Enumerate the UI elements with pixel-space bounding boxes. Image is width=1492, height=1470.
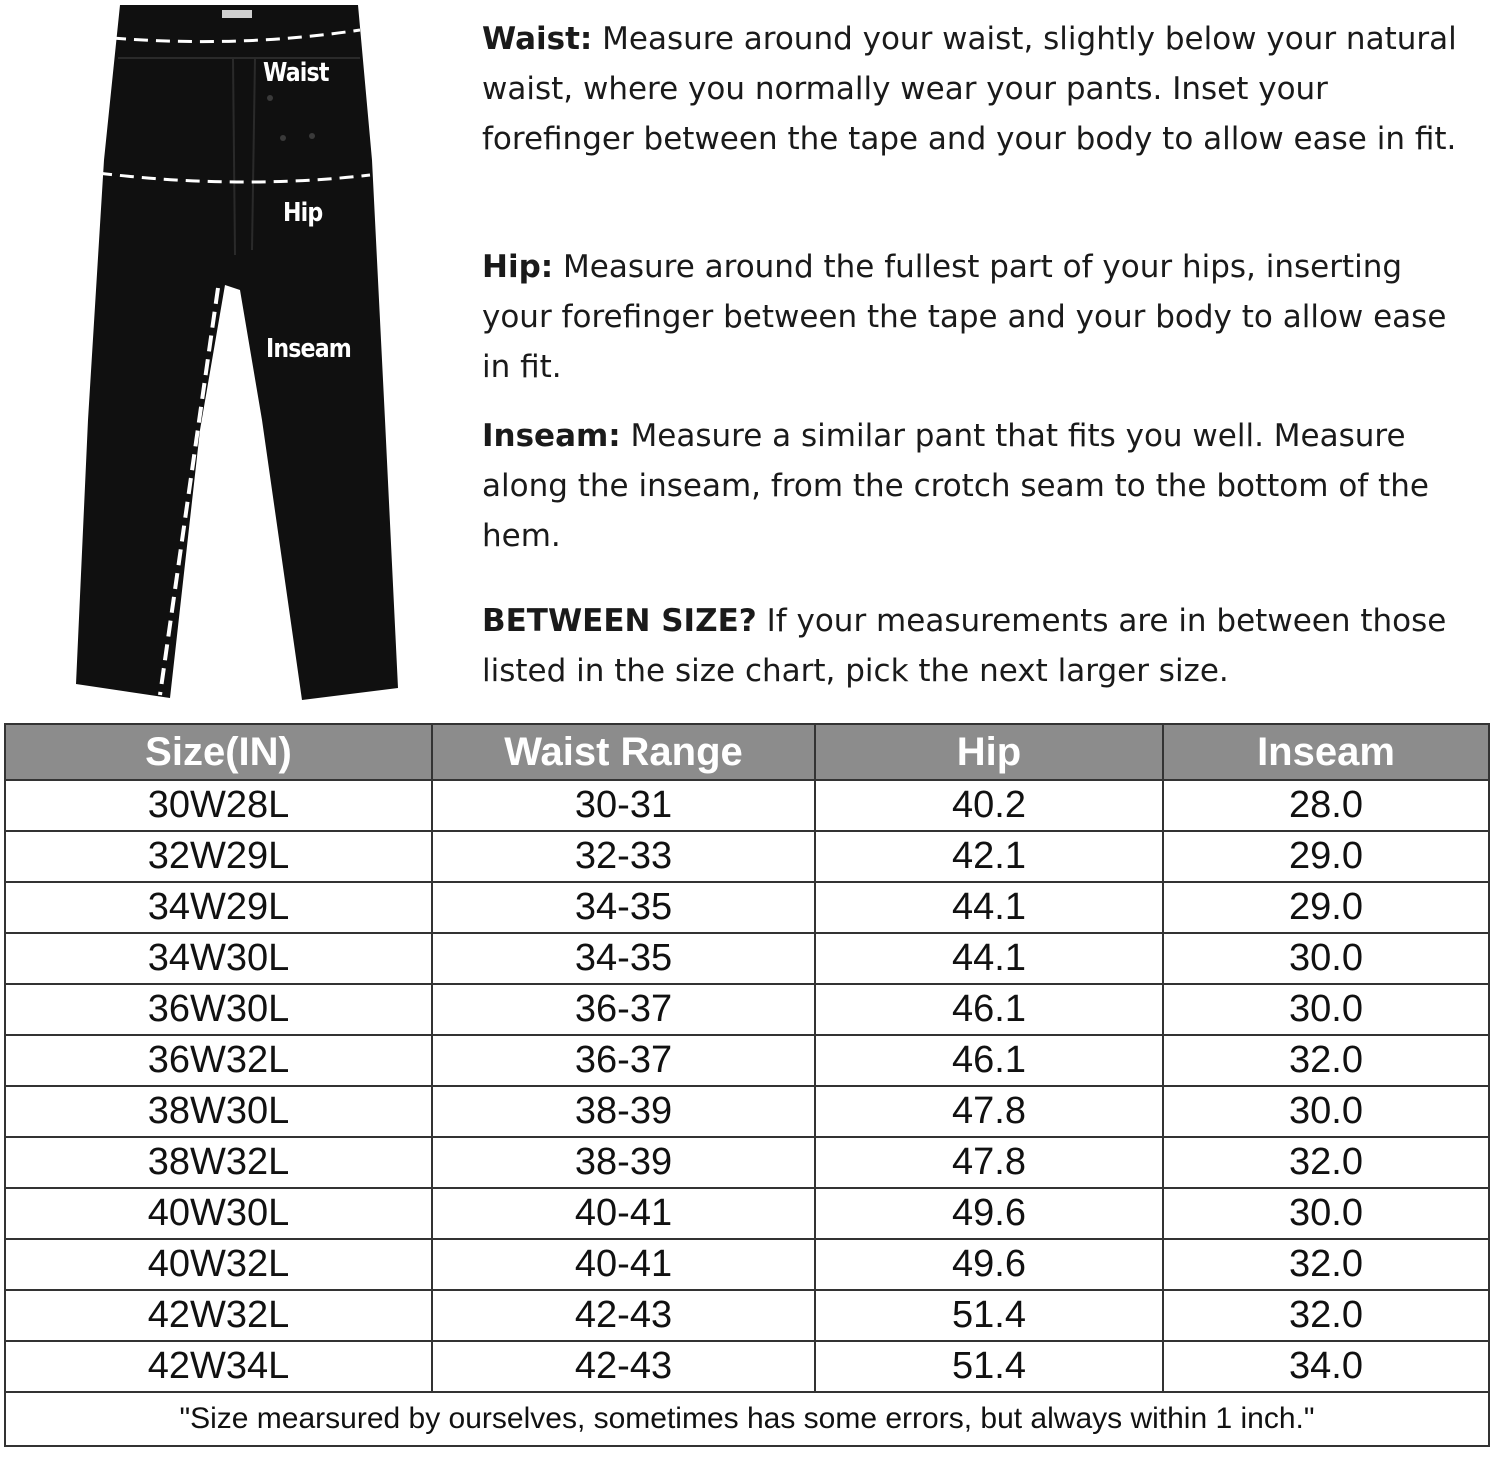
header-waist-range: Waist Range — [432, 724, 815, 780]
table-body — [5, 780, 1489, 1392]
cell-size: 34W29L — [5, 882, 432, 933]
cell-inseam: 32.0 — [1163, 1035, 1489, 1086]
table-row — [5, 831, 1489, 882]
table-row — [5, 1290, 1489, 1341]
table-row — [5, 1086, 1489, 1137]
between-size-text: If your measurements are in between those listed in the size chart, pick the next larger size. — [482, 603, 1447, 689]
waist-text: Measure around your waist, slightly below your natural waist, where you normally wear your pants. Inset your forefinger between the tape and your body to allow ease in fit. — [482, 21, 1457, 157]
cell-hip: 44.1 — [815, 933, 1163, 984]
cell-waist-range: 42-43 — [432, 1290, 815, 1341]
cell-waist-range: 32-33 — [432, 831, 815, 882]
table-row — [5, 1239, 1489, 1290]
cell-waist-range: 34-35 — [432, 882, 815, 933]
cell-size: 40W32L — [5, 1239, 432, 1290]
hip-text: Measure around the fullest part of your hips, inserting your forefinger between the tape and your body to allow ease in fit. — [482, 249, 1447, 385]
cell-hip: 49.6 — [815, 1239, 1163, 1290]
waist-instruction — [482, 14, 1472, 164]
waist-term: Waist: — [482, 21, 593, 57]
cell-size: 30W28L — [5, 780, 432, 831]
size-chart-table — [4, 723, 1490, 1447]
table-header-row — [5, 724, 1489, 780]
cell-waist-range: 36-37 — [432, 1035, 815, 1086]
table-row — [5, 882, 1489, 933]
cell-inseam: 32.0 — [1163, 1239, 1489, 1290]
cell-size: 42W32L — [5, 1290, 432, 1341]
cell-inseam: 34.0 — [1163, 1341, 1489, 1392]
cell-hip: 46.1 — [815, 984, 1163, 1035]
pants-illustration — [0, 0, 470, 720]
table-note-row — [5, 1392, 1489, 1446]
cell-size: 42W34L — [5, 1341, 432, 1392]
header-inseam: Inseam — [1163, 724, 1489, 780]
cell-size: 38W30L — [5, 1086, 432, 1137]
cell-hip: 47.8 — [815, 1086, 1163, 1137]
cell-waist-range: 38-39 — [432, 1086, 815, 1137]
table-row — [5, 1341, 1489, 1392]
cell-hip: 44.1 — [815, 882, 1163, 933]
cell-inseam: 30.0 — [1163, 984, 1489, 1035]
inseam-term: Inseam: — [482, 418, 621, 454]
hip-term: Hip: — [482, 249, 554, 285]
hip-instruction — [482, 242, 1472, 392]
table-row — [5, 1188, 1489, 1239]
cell-hip: 40.2 — [815, 780, 1163, 831]
pants-drawing — [0, 0, 470, 720]
cell-size: 36W30L — [5, 984, 432, 1035]
cell-size: 36W32L — [5, 1035, 432, 1086]
header-hip: Hip — [815, 724, 1163, 780]
cell-waist-range: 40-41 — [432, 1239, 815, 1290]
cell-waist-range: 36-37 — [432, 984, 815, 1035]
cell-inseam: 30.0 — [1163, 933, 1489, 984]
between-size-term: BETWEEN SIZE? — [482, 603, 757, 639]
waist-label: Waist — [263, 58, 329, 88]
cell-waist-range: 40-41 — [432, 1188, 815, 1239]
cell-waist-range: 30-31 — [432, 780, 815, 831]
cell-hip: 49.6 — [815, 1188, 1163, 1239]
table-row — [5, 933, 1489, 984]
cell-inseam: 32.0 — [1163, 1290, 1489, 1341]
cell-inseam: 28.0 — [1163, 780, 1489, 831]
cell-hip: 51.4 — [815, 1290, 1163, 1341]
table-row — [5, 780, 1489, 831]
cell-hip: 47.8 — [815, 1137, 1163, 1188]
inseam-text: Measure a similar pant that fits you well. Measure along the inseam, from the crotch seam to the bottom of the hem. — [482, 418, 1429, 554]
table-note: "Size mearsured by ourselves, sometimes has some errors, but always within 1 inch." — [5, 1392, 1489, 1446]
table-row — [5, 1035, 1489, 1086]
cell-size: 34W30L — [5, 933, 432, 984]
header-size: Size(IN) — [5, 724, 432, 780]
cell-waist-range: 42-43 — [432, 1341, 815, 1392]
between-size-instruction — [482, 596, 1472, 696]
cell-size: 32W29L — [5, 831, 432, 882]
table-row — [5, 984, 1489, 1035]
label-tag — [222, 10, 252, 18]
cell-waist-range: 34-35 — [432, 933, 815, 984]
inseam-label: Inseam — [266, 334, 351, 364]
cell-waist-range: 38-39 — [432, 1137, 815, 1188]
hip-label: Hip — [283, 198, 323, 228]
inseam-instruction — [482, 411, 1472, 561]
cell-inseam: 29.0 — [1163, 882, 1489, 933]
cell-inseam: 30.0 — [1163, 1188, 1489, 1239]
cell-size: 40W30L — [5, 1188, 432, 1239]
cell-hip: 42.1 — [815, 831, 1163, 882]
cell-hip: 46.1 — [815, 1035, 1163, 1086]
cell-size: 38W32L — [5, 1137, 432, 1188]
button-icon — [267, 95, 273, 101]
cell-inseam: 32.0 — [1163, 1137, 1489, 1188]
cell-inseam: 30.0 — [1163, 1086, 1489, 1137]
cell-inseam: 29.0 — [1163, 831, 1489, 882]
table-row — [5, 1137, 1489, 1188]
cell-hip: 51.4 — [815, 1341, 1163, 1392]
